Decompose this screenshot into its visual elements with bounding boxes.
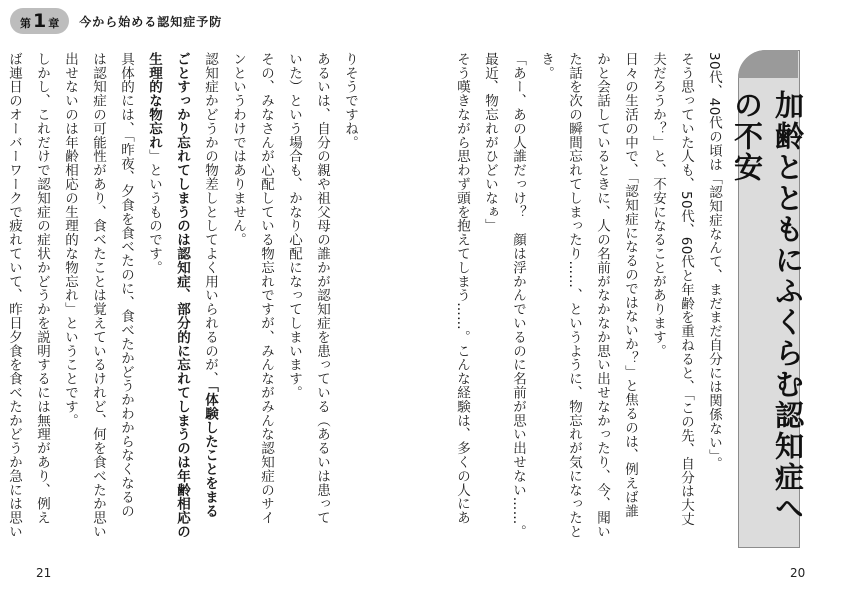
text-line: りそうですね。 bbox=[342, 52, 358, 150]
text-line: は認知症の可能性があり、食べたことは覚えているけれど、何を食べたか思い bbox=[90, 52, 106, 539]
text-line: いた）という場合も、かなり心配になってしまいます。 bbox=[286, 52, 302, 400]
text-line: ば連日のオーバーワークで疲れていて、昨日夕食を食べたかどうか急には思い bbox=[6, 52, 22, 539]
chapter-suffix: 章 bbox=[48, 17, 60, 30]
text-line: あるいは、自分の親や祖父母の誰かが認知症を患っている（あるいは患って bbox=[314, 52, 330, 525]
section-title: 加齢とともにふくらむ認知症への不安 bbox=[730, 90, 805, 524]
text-line: 「あー、あの人誰だっけ？ 顔は浮かんでいるのに名前が思い出せない……。 bbox=[510, 52, 526, 539]
text-line: 日々の生活の中で、「認知症になるのではないか？」と焦るのは、例えば誰 bbox=[622, 52, 638, 518]
text-line: 夫だろうか？」と、不安になることがあります。 bbox=[650, 52, 666, 358]
chapter-prefix: 第 bbox=[20, 17, 31, 30]
text-line: ンというわけではありません。 bbox=[230, 52, 246, 247]
text-segment: 」というものです。 bbox=[146, 149, 162, 275]
chapter-title: 今から始める認知症予防 bbox=[79, 14, 223, 29]
chapter-badge bbox=[10, 8, 69, 34]
text-segment: 認知症かどうかの物差しとしてよく用いられるのが、 bbox=[202, 52, 218, 386]
emphasis-text: 生理的な物忘れ bbox=[146, 52, 162, 150]
emphasis-text: 「体験したことをまる bbox=[202, 385, 218, 518]
chapter-number: 1 bbox=[33, 10, 47, 32]
text-line: そう嘆きながら思わず頭を抱えてしまう……。こんな経験は、多くの人にあ bbox=[454, 52, 470, 525]
text-line: た話を次の瞬間忘れてしまったり……、というように、物忘れが気になったと bbox=[566, 52, 582, 539]
section-title-tab bbox=[738, 50, 798, 78]
page-number-right: 20 bbox=[790, 566, 806, 580]
running-header bbox=[10, 8, 222, 34]
text-line bbox=[196, 52, 224, 572]
text-line: き。 bbox=[538, 52, 554, 80]
text-line: 具体的には、「昨夜、夕食を食べたのに、食べたかどうかわからなくなるの bbox=[118, 52, 134, 518]
page-number-left: 21 bbox=[36, 566, 52, 580]
text-line: その、みなさんが心配している物忘れですが、みんながみんな認知症のサイ bbox=[258, 52, 274, 525]
text-line: 30代、40代の頃は「認知症なんて、まだまだ自分には関係ない」。 bbox=[706, 52, 722, 471]
text-line: そう思っていた人も、50代、60代と年齢を重ねると、「この先、自分は大丈 bbox=[678, 52, 694, 527]
section-title-wrapper bbox=[730, 90, 805, 530]
emphasis-line: ごとすっかり忘れてしまうのは認知症、部分的に忘れてしまうのは年齢相応の bbox=[174, 52, 190, 539]
text-line: 最近、物忘れがひどいなぁ」 bbox=[482, 52, 498, 233]
text-line: かと会話しているときに、人の名前がなかなか思い出せなかったり、今、聞い bbox=[594, 52, 610, 539]
left-page-text bbox=[0, 52, 364, 572]
text-line bbox=[140, 52, 168, 572]
text-line: 出せないのは年齢相応の生理的な物忘れ」ということです。 bbox=[62, 52, 78, 428]
right-page-text bbox=[448, 52, 728, 572]
text-line: しかし、これだけで認知症の症状かどうかを説明するには無理があり、例え bbox=[34, 52, 50, 525]
